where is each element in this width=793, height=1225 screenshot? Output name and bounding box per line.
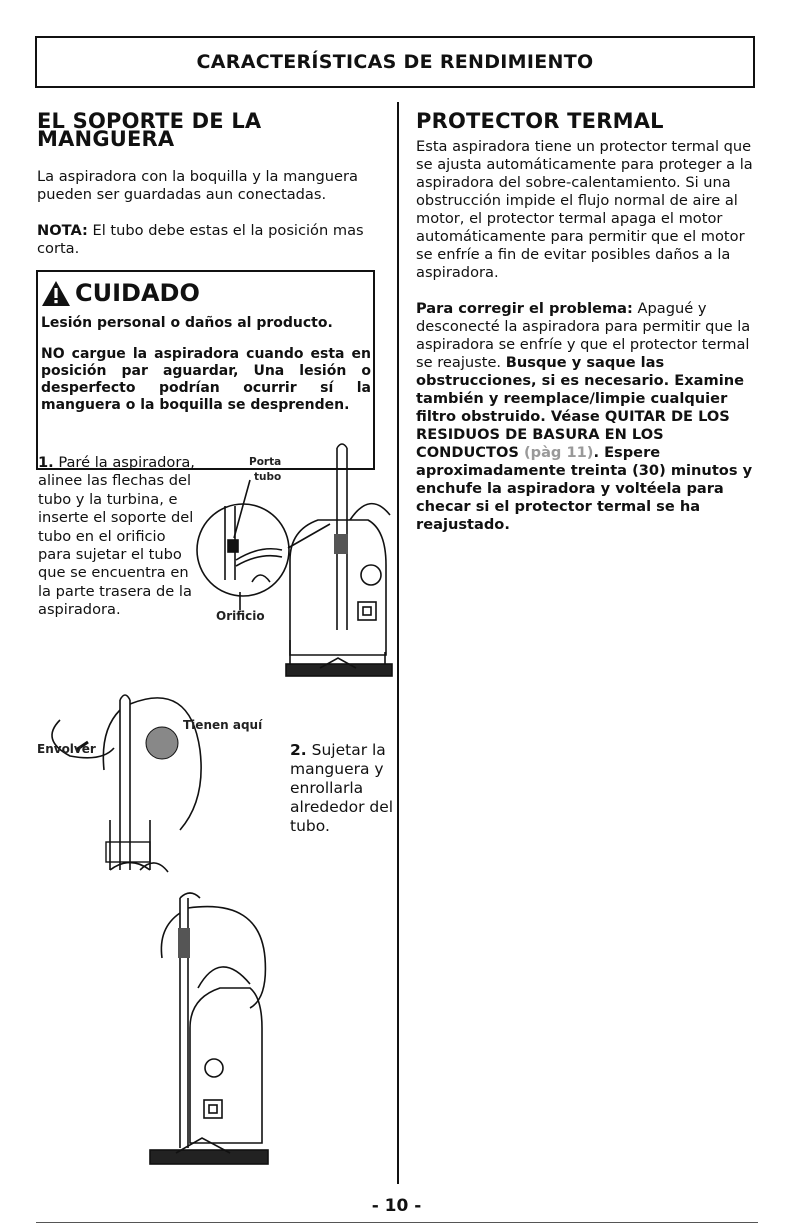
note-label: NOTA: — [37, 222, 88, 239]
right-column — [416, 109, 756, 534]
thermal-paragraph-1: Esta aspiradora tiene un protector termal que se ajusta automáticamente para proteger a la aspiradora del sobre-calentamiento. Si una obstrucción impide el flujo normal de aire al motor, el protector termal apaga el motor automáticamente para permitir que el motor se enfríe a fin de evitar posibles daños a la aspiradora. — [416, 138, 753, 281]
page-header — [35, 36, 755, 88]
left-column — [37, 109, 377, 258]
note-text: El tubo debe estas el la posición mas corta. — [37, 222, 364, 257]
note-paragraph — [37, 222, 377, 258]
page-title: CARACTERÍSTICAS DE RENDIMIENTO — [196, 51, 594, 73]
label-envolver: Envolver — [37, 742, 96, 756]
step-2-body: Sujetar la manguera y enrollarla alrededor del tubo. — [290, 741, 394, 835]
caution-body: NO cargue la aspiradora cuando esta en posición par aguardar, Una lesión o desperfecto podrían ocurrir sí la manguera o la boquilla se desprenden. — [41, 346, 371, 413]
correct-problem-text: Apagué y desconecté la aspiradora para permitir que la aspiradora se enfríe y que el protector termal se reajuste. — [416, 300, 751, 371]
warning-triangle-icon — [41, 280, 71, 307]
correct-problem-bold-end: . Espere aproximadamente treinta (30) minutos y enchufe la aspiradora y voltéela para checar si el protector termal se ha reajustado. — [416, 444, 753, 533]
label-tubo: tubo — [254, 471, 282, 483]
intro-paragraph: La aspiradora con la boquilla y la manguera pueden ser guardadas aun conectadas. — [37, 168, 358, 203]
label-porta: Porta — [249, 456, 282, 468]
section-heading-hose-storage: EL SOPORTE DE LA MANGUERA — [37, 109, 262, 151]
correct-problem-label: Para corregir el problema: — [416, 300, 633, 317]
section-heading-thermal-protector: PROTECTOR TERMAL — [416, 109, 664, 133]
step-1-number: 1. — [38, 454, 54, 471]
caution-title-row — [41, 280, 371, 307]
correct-problem-bold: Busque y saque las obstrucciones, si es necesario. Examine también y reemplace/limpie cualquier filtro obstruido. Véase QUITAR DE LOS RESIDUOS DE BASURA EN LOS CONDUCTOS — [416, 354, 745, 461]
thermal-paragraph-2 — [416, 300, 756, 534]
step-2-number: 2. — [290, 741, 307, 759]
tube-rest-illustration — [190, 440, 400, 688]
step-2-text — [290, 741, 400, 836]
caution-subtitle: Lesión personal o daños al producto. — [41, 315, 333, 331]
page-number: - 10 - — [371, 1196, 422, 1216]
caution-title: CUIDADO — [75, 279, 200, 307]
step-1-body: Paré la aspiradora, alinee las flechas del tubo y la turbina, e inserte el soporte del tubo en el orificio para sujetar el tubo que se encuentra en la parte trasera de la aspiradora. — [38, 454, 195, 619]
stored-vacuum-illustration — [140, 888, 280, 1188]
label-tienen-aqui: Tienen aquí — [183, 718, 263, 732]
page-reference: (pàg 11) — [523, 444, 594, 461]
step-1-text — [38, 454, 203, 620]
bottom-rule — [36, 1222, 758, 1223]
label-orificio: Orificio — [216, 609, 265, 623]
